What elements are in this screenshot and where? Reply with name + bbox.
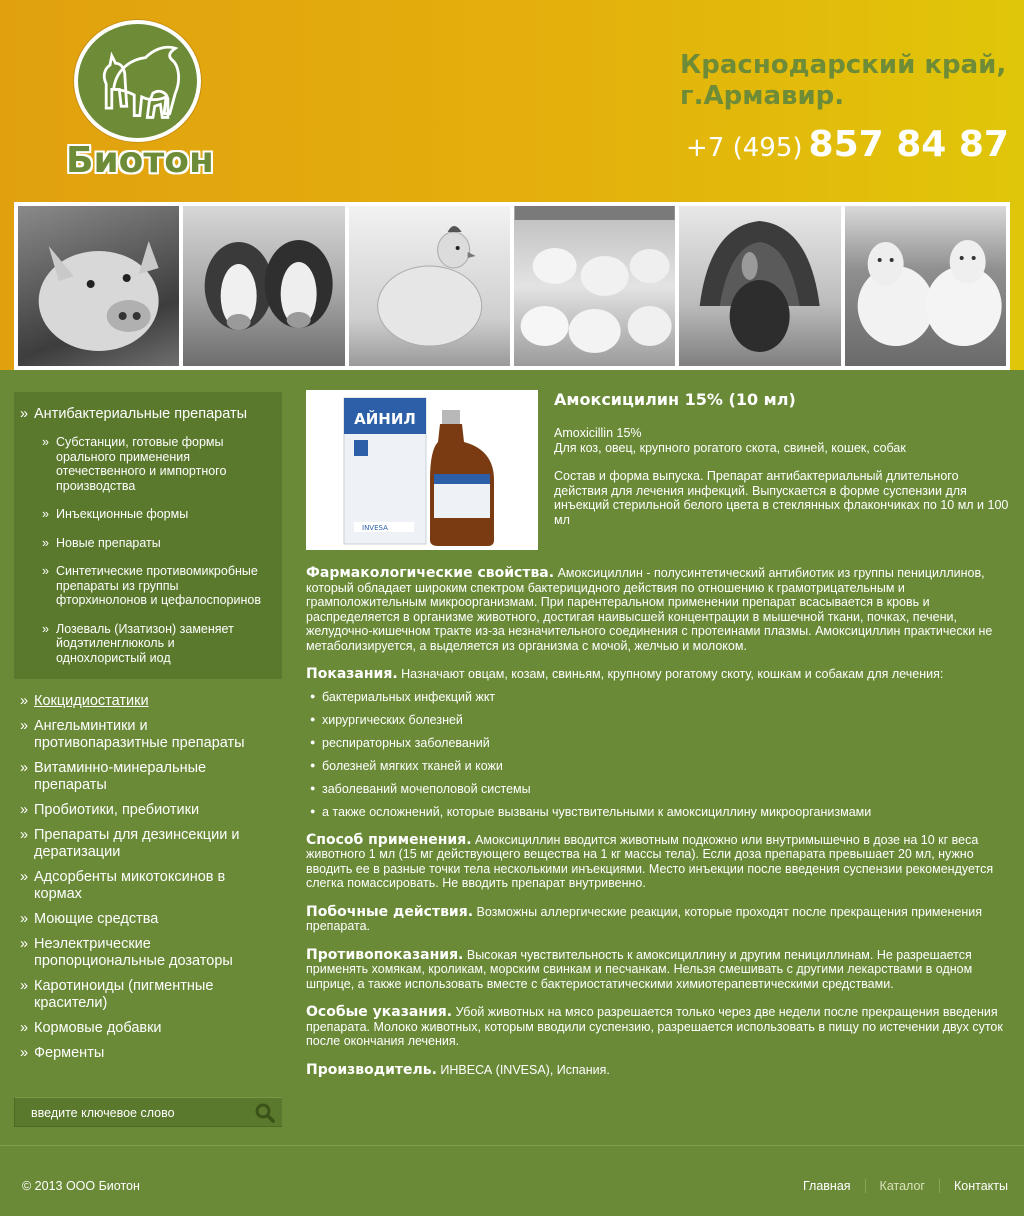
footer-link-catalog[interactable]: Каталог (865, 1179, 939, 1193)
usage-section (306, 833, 1010, 891)
subcategory-item[interactable]: » Лозеваль (Изатизон) заменяет йодэтиленглюколь и однохлористый иод (42, 622, 262, 666)
hen-photo (349, 206, 510, 366)
footer-link-contacts[interactable]: Контакты (939, 1179, 1008, 1193)
section-heading: Показания. (306, 666, 398, 682)
section-heading: Особые указания. (306, 1004, 453, 1020)
subcategory-item[interactable]: » Синтетические противомикробные препараты из группы фторхинолонов и цефалоспоринов (42, 564, 262, 608)
subcategory-item[interactable]: » Субстанции, готовые формы орального применения отечественного и импортного производства (42, 435, 262, 493)
product-image (306, 390, 538, 550)
contraindications-section (306, 948, 1010, 992)
list-item: ● хирургических болезней (310, 713, 1010, 727)
side-effects-section (306, 905, 1010, 934)
phone-main: 857 84 87 (808, 124, 1009, 165)
product-latin-name: Amoxicillin 15% (554, 426, 642, 440)
section-text: Убой животных на мясо разрешается только через две недели после прекращения введения препарата. Молоко животных, которым вводили суспензию, разрешается использовать в пищу по истечении двух суток после окончания лечения. (306, 1005, 1003, 1048)
pig-photo (18, 206, 179, 366)
category-label: Препараты для дезинсекции и дератизации (34, 827, 240, 860)
manufacturer-section (306, 1063, 1010, 1078)
turkey-photo (679, 206, 840, 366)
section-text: Возможны аллергические реакции, которые проходят после прекращения применения препарата. (306, 904, 982, 933)
category-item[interactable] (20, 911, 270, 928)
section-heading: Способ применения. (306, 831, 472, 848)
list-item: ● а также осложнений, которые вызваны чувствительными к амоксициллину микроорганизмами (310, 805, 1010, 819)
category-antibacterial[interactable] (20, 406, 276, 423)
logo-text[interactable]: Биотон (66, 140, 214, 181)
category-label: Моющие средства (34, 911, 159, 927)
header (0, 0, 1024, 370)
indications-section (306, 667, 1010, 819)
subcategory-item[interactable]: » Инъекционные формы (42, 507, 262, 522)
sheep-photo (845, 206, 1006, 366)
pharmacology-section (306, 566, 1010, 653)
category-item[interactable] (20, 936, 270, 970)
logo-emblem-icon[interactable] (74, 20, 201, 142)
search-box (14, 1097, 282, 1127)
region-address: Краснодарский край, г.Армавир. (680, 50, 1007, 111)
category-label: Ферменты (34, 1045, 105, 1061)
chickens-photo (514, 206, 675, 366)
search-input[interactable] (31, 1104, 247, 1122)
list-item: ● респираторных заболеваний (310, 736, 1010, 750)
product-title: Амоксицилин 15% (10 мл) (554, 390, 796, 409)
category-label: Антибактериальные препараты (34, 406, 248, 422)
list-item: ● болезней мягких тканей и кожи (310, 759, 1010, 773)
category-item[interactable] (20, 827, 270, 861)
category-item[interactable] (20, 1020, 270, 1037)
active-category-block (14, 392, 282, 679)
category-item[interactable] (20, 1045, 270, 1062)
footer-link-home[interactable]: Главная (802, 1179, 851, 1193)
special-notes-section (306, 1005, 1010, 1049)
section-heading: Противопоказания. (306, 946, 464, 963)
product-box-label: АЙНИЛ (354, 410, 416, 428)
category-item[interactable] (20, 760, 270, 794)
search-icon[interactable] (254, 1102, 276, 1124)
copyright: © 2013 ООО Биотон (22, 1179, 140, 1193)
category-label: Адсорбенты микотоксинов в кормах (34, 869, 226, 902)
section-text: Назначают овцам, козам, свиньям, крупному рогатому скоту, кошкам и собакам для лечения: (401, 667, 944, 681)
category-label: Кокцидиостатики (34, 693, 149, 709)
category-label: Витаминно-минеральные препараты (34, 760, 207, 793)
list-item: ● заболеваний мочеполовой системы (310, 782, 1010, 796)
product-species: Для коз, овец, крупного рогатого скота, свиней, кошек, собак (554, 440, 906, 455)
section-text: Амоксициллин - полусинтетический антибиотик из группы пенициллинов, который обладает широким спектром бактерицидного действия по отношению к грамотрицательным и грамположительным микроорганизмам. При парентеральном применении препарат всасывается в кровь и распределяется в организме животного, достигая наивысшей концентрации в мышечной ткани, почках, печени, желудочно-кишечном тракте из-за незначительного соединения с протеинами плазмы. Амоксициллин практически не метаболизируется, а выделяется из организма с мочой, желчью и молоком. (306, 566, 993, 653)
category-label: Пробиотики, пребиотики (34, 802, 200, 818)
subcategory-list (20, 435, 276, 665)
category-label: Ангельминтики и противопаразитные препараты (34, 718, 245, 751)
category-item[interactable] (20, 869, 270, 903)
list-item: ● бактериальных инфекций жкт (310, 690, 1010, 704)
catalog-sidebar (14, 392, 282, 1070)
product-intro (554, 426, 1010, 541)
section-heading: Производитель. (306, 1061, 437, 1078)
category-label: Кормовые добавки (34, 1020, 162, 1036)
category-label: Неэлектрические пропорциональные дозаторы (34, 936, 233, 969)
category-label: Каротиноиды (пигментные красители) (34, 978, 214, 1011)
footer-divider (0, 1145, 1024, 1146)
phone-code: +7 (495) (686, 133, 803, 163)
phone-number (686, 124, 1022, 165)
section-heading: Побочные действия. (306, 903, 474, 920)
footer-nav (789, 1179, 1008, 1193)
category-item[interactable] (20, 693, 270, 710)
section-text: ИНВЕСА (INVESA), Испания. (440, 1062, 610, 1077)
product-description (306, 566, 1010, 1091)
animal-photo-strip (14, 202, 1010, 370)
category-item[interactable] (20, 978, 270, 1012)
section-text: Амоксициллин вводится животным подкожно или внутримышечно в дозе на 10 кг веса животного 1 мл (15 мг действующего вещества на 1 кг массы тела). Если доза препарата превышает 20 мл, нужно вводить ее в разные точки тела несколькими инъекциями. Место инъекции после введения суспензии рекомендуется слегка помассировать. Не вводить препарат внутривенно. (306, 832, 994, 890)
indications-list (306, 690, 1010, 819)
product-composition: Состав и форма выпуска. Препарат антибактериальный длительного действия для лечения инфекций. Выпускается в форме суспензии для инъекций стерильной белого цвета в стеклянных флакончиках по 10 мл и 100 мл (554, 469, 1009, 527)
category-item[interactable] (20, 718, 270, 752)
category-list (14, 679, 282, 1062)
product-brand: INVESA (362, 524, 388, 532)
cows-photo (183, 206, 344, 366)
category-item[interactable] (20, 802, 270, 819)
section-text: Высокая чувствительность к амоксициллину и другим пенициллинам. Не разрешается применять хомякам, кроликам, морским свинкам и песчанкам. Нельзя смешивать с другими лекарствами в одном шприце, а также использовать вместе с бактериостатическими химиотерапевтическими средствами. (306, 947, 973, 991)
subcategory-item[interactable]: » Новые препараты (42, 536, 262, 551)
section-heading: Фармакологические свойства. (306, 565, 555, 581)
